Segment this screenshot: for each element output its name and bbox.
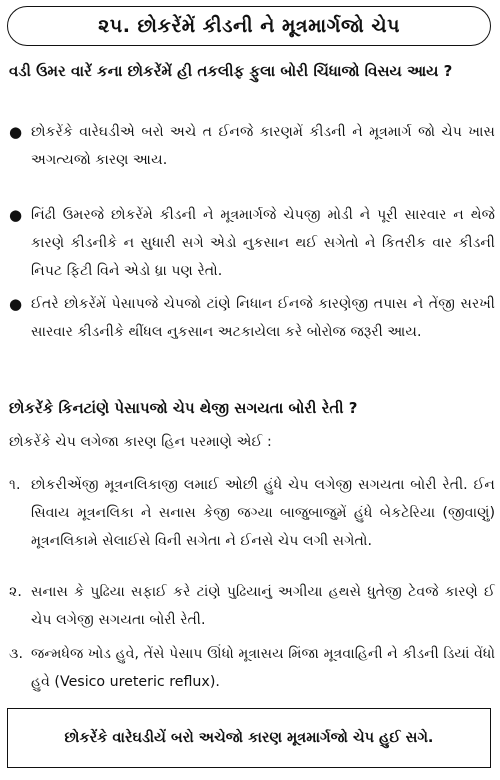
item-text: છોકરીએંજી મૂત્રનલિકાજી લમાઈ ઓછી હુંધે ચેપ લગેજી સગયતા બોરી રેતી. ઈન સિવાય મૂત્રનલિકા ને સનાસ કેજી જગ્યા બાજુબાજુમેં હુંધે બેકટેરિયા (જીવાણું) મૂત્રનલિકામે સેલાઈસે વિની સગેતા ને ઈનસે ચેપ લગી સગેતો. bbox=[31, 477, 495, 549]
bullet-dot-icon: ● bbox=[9, 123, 23, 141]
footer-note: છોકરેંકે વારેઘડીયેં બરો અચેજો કારણ મૂત્રમાર્ગજો ચેપ હુઈ સગે. bbox=[64, 730, 434, 746]
bullet-text: ઈતરે છોકરેંમેં પેસાપજે ચેપજો ટાંણે નિધાન ઈનજે કારણેજી તપાસ ને તેંજી સરખી સારવાર કીડનીકે થીંધલ નુકસાન અટકાયેલા કરે બોરોજ જરૂરી આય. bbox=[31, 296, 495, 340]
item-number: ૨. bbox=[9, 584, 22, 600]
item-number: ૧. bbox=[9, 477, 21, 493]
page-title: ૨૫. છોકરેંમેં કીડની ને મૂત્રમાર્ગજો ચેપ bbox=[98, 15, 400, 37]
item-text: જન્મધેજ ખોડ હુવે, તેંસે પેસાપ ઊંધો મૂત્રાસય મિંજા મૂત્રવાહિની ને કીડની ડિયાં વેંધો હુવે (Vesico ureteric reflux). bbox=[31, 646, 495, 690]
numbered-item-2 bbox=[9, 578, 495, 634]
bullet-text: નિંઢી ઉમરજે છોકરેંમે કીડની ને મૂત્રમાર્ગજે ચેપજી મોડી ને પૂરી સારવાર ન થેજે કારણે કીડનીકે ન સુધારી સગે એડો નુકસાન થઈ સગેતો ને કિતરીક વાર કીડની નિપટ ફિટી વિને એડો ધ્રા પણ રેતો. bbox=[31, 207, 495, 279]
item-number: ૩. bbox=[9, 646, 23, 662]
title-box bbox=[7, 6, 491, 46]
bullet-dot-icon: ● bbox=[9, 206, 23, 224]
bullet-item-3 bbox=[9, 290, 495, 346]
bullet-dot-icon: ● bbox=[9, 295, 23, 313]
footer-box bbox=[7, 708, 491, 768]
numbered-item-3 bbox=[9, 640, 495, 696]
question-1: વડી ઉમર વારેં કના છોકરેંમેં હી તકલીફ ફુલા બોરી ચિંધાજો વિસય આય ? bbox=[9, 62, 453, 80]
question-2: છોકરેંકે કિનટાંણે પેસાપજો ચેપ થેજી સગયતા બોરી રેતી ? bbox=[9, 399, 358, 417]
bullet-item-2 bbox=[9, 201, 495, 285]
intro-paragraph: છોકરેંકે ચેપ લગેજા કારણ હિન પરમાણે એઈ : bbox=[9, 434, 272, 450]
item-text: સનાસ કે પુઢિયા સફાઈ કરે ટાંણે પુઢિયાનું અગીયા હથસે ધુતેજી ટેવજે કારણે ઈ ચેપ લગેજી સગયતા બોરી રેતી. bbox=[31, 584, 495, 628]
bullet-item-1 bbox=[9, 118, 495, 174]
bullet-text: છોકરેંકે વારેઘડીએ બરો અચે ત ઈનજે કારણમેં કીડની ને મૂત્રમાર્ગ જો ચેપ ખાસ અગત્યજો કારણ આય. bbox=[31, 124, 495, 168]
numbered-item-1 bbox=[9, 471, 495, 555]
